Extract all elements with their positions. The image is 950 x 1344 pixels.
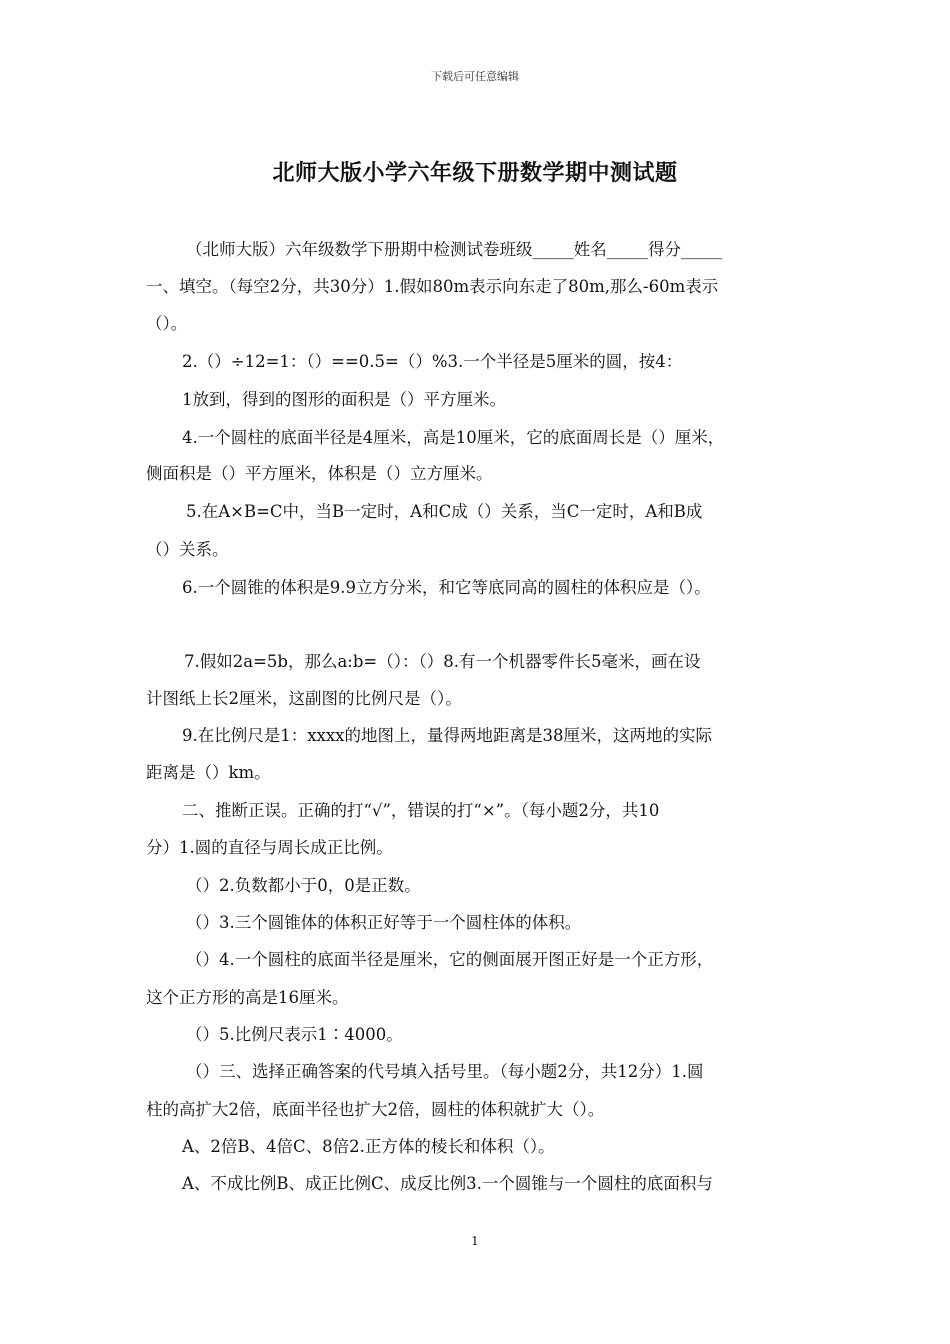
text-line: 侧面积是（）平方厘米，体积是（）立方厘米。 xyxy=(146,464,493,483)
text-line: （）关系。 xyxy=(146,540,229,559)
text-line: A、不成比例B、成正比例C、成反比例3.一个圆锥与一个圆柱的底面积与 xyxy=(182,1174,713,1193)
text-line: 计图纸上长2厘米，这副图的比例尺是（）。 xyxy=(146,689,462,708)
page-number: 1 xyxy=(471,1234,479,1248)
text-line: 1放到，得到的图形的面积是（）平方厘米。 xyxy=(182,390,506,409)
text-line: 距离是（）km。 xyxy=(146,763,271,782)
text-line: 柱的高扩大2倍，底面半径也扩大2倍，圆柱的体积就扩大（）。 xyxy=(146,1100,605,1119)
text-line: （）三、选择正确答案的代号填入括号里。（每小题2分，共12分）1.圆 xyxy=(186,1062,704,1081)
text-line: （）5.比例尺表示1∶4000。 xyxy=(186,1025,403,1044)
text-line: 2.（）÷12=1：（）==0.5=（）%3.一个半径是5厘米的圆，按4： xyxy=(182,352,683,371)
text-line: 一、填空。（每空2分，共30分）1.假如80m表示向东走了80m,那么-60m表示 xyxy=(146,277,719,296)
text-line: 7.假如2a=5b，那么a:b=（）：（）8.有一个机器零件长5毫米，画在设 xyxy=(184,652,701,671)
header-note: 下载后可任意编辑 xyxy=(431,70,519,83)
text-line: 二、推断正误。正确的打“√”，错误的打“×”。（每小题2分，共10 xyxy=(182,801,660,820)
text-line: （北师大版）六年级数学下册期中检测试卷班级_____姓名_____得分_____ xyxy=(186,240,723,259)
text-line: （）4.一个圆柱的底面半径是厘米，它的侧面展开图正好是一个正方形， xyxy=(186,950,714,969)
text-line: 分）1.圆的直径与周长成正比例。 xyxy=(146,838,393,857)
text-line: （）。 xyxy=(146,314,188,333)
page-title: 北师大版小学六年级下册数学期中测试题 xyxy=(272,160,678,186)
text-line: 9.在比例尺是1：xxxx的地图上，量得两地距离是38厘米，这两地的实际 xyxy=(182,726,712,745)
text-line: 这个正方形的高是16厘米。 xyxy=(146,988,349,1007)
text-line: （）3.三个圆锥体的体积正好等于一个圆柱体的体积。 xyxy=(186,913,582,932)
text-line: 4.一个圆柱的底面半径是4厘米，高是10厘米，它的底面周长是（）厘米， xyxy=(182,428,725,447)
text-line: 5.在A×B=C中，当B一定时，A和C成（）关系，当C一定时，A和B成 xyxy=(186,502,703,521)
text-line: （）2.负数都小于0，0是正数。 xyxy=(186,876,421,895)
text-line: 6.一个圆锥的体积是9.9立方分米，和它等底同高的圆柱的体积应是（）。 xyxy=(182,578,711,597)
text-line: A、2倍B、4倍C、8倍2.正方体的棱长和体积（）。 xyxy=(182,1137,555,1156)
